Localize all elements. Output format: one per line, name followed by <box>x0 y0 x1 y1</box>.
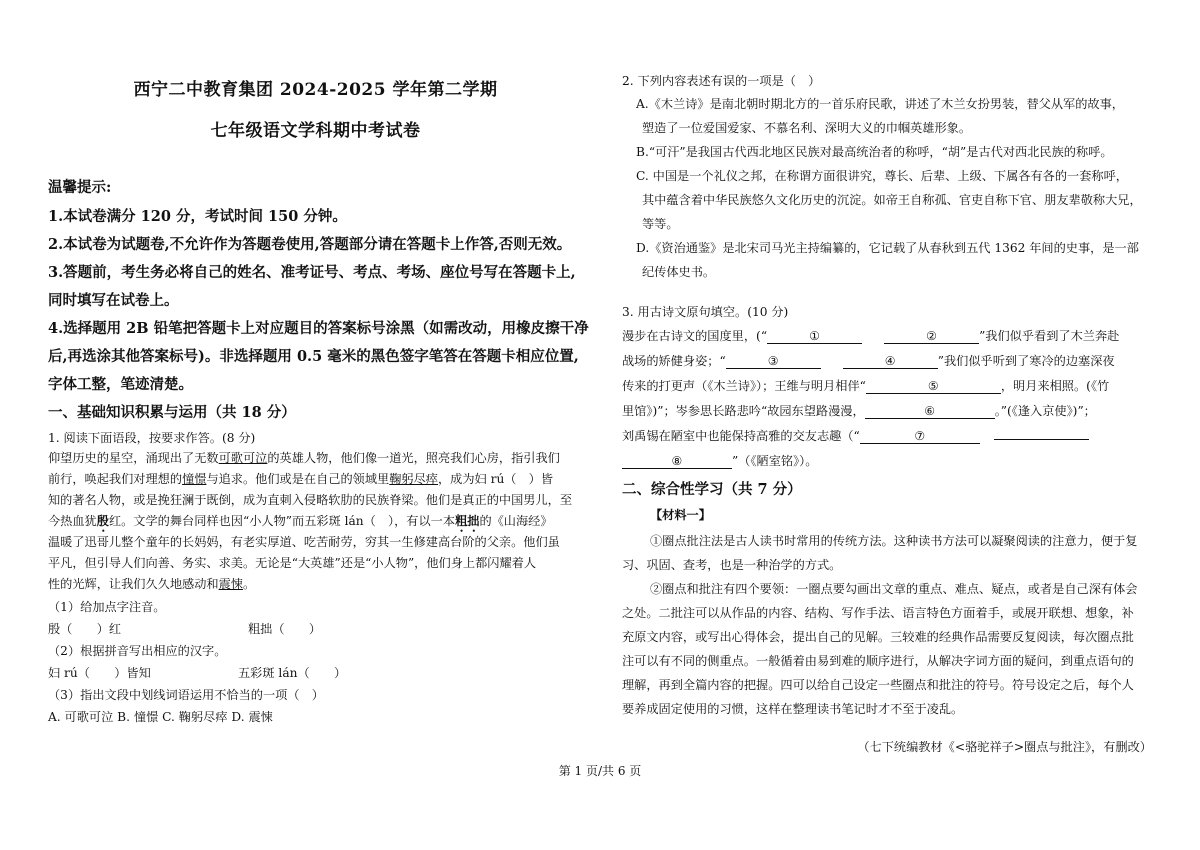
text: 刘禹锡在陋室中也能保持高雅的交友志趣（“ <box>622 429 860 443</box>
material-para: 习、巩固、查考，也是一种治学的方式。 <box>622 558 842 572</box>
material-para: 之处。二批注可以从作品的内容、结构、写作手法、语言特色方面着手，或展开联想、想象，补 <box>622 606 1134 620</box>
text: 战场的矫健身姿；“ <box>622 354 726 368</box>
q3-line <box>622 452 817 469</box>
q1-passage-line <box>48 512 553 535</box>
q1-sub2-b: 五彩斑 lán（ ） <box>238 666 347 680</box>
q1-sub2-a: 妇 rú（ ）皆知 <box>48 666 151 680</box>
q2-option-a: A.《木兰诗》是南北朝时期北方的一首乐府民歌，讲述了木兰女扮男装，替父从军的故事， <box>636 97 1124 111</box>
section1-heading: 一、基础知识积累与运用（共 18 分） <box>48 404 296 421</box>
q1-passage-line <box>48 449 560 466</box>
text: 前行，唤起我们对理想的 <box>48 472 183 486</box>
blank-1[interactable]: ① <box>767 329 862 344</box>
notice-item-3b: 同时填写在试卷上。 <box>48 292 179 309</box>
text: 与追求。他们或是在自己的领域里 <box>206 472 390 486</box>
q3-line <box>622 327 1119 344</box>
text: ”我们似乎听到了寒冷的边塞深夜 <box>937 354 1115 368</box>
q2-option-d: D.《资治通鉴》是北宋司马光主持编纂的，它记载了从春秋到五代 1362 年间的史事，是一部 <box>636 241 1139 255</box>
text: 性的光辉，让我们久久地感动和 <box>48 577 219 591</box>
text: ，成为妇 rú（ ）皆 <box>438 472 554 486</box>
notice-item-4b: 后,再选涂其他答案标号)。非选择题用 0.5 毫米的黑色签字笔答在答题卡相应位置, <box>48 348 579 365</box>
blank-8[interactable]: ⑧ <box>622 454 732 469</box>
q1-sub3-options: A. 可歌可泣 B. 憧憬 C. 鞠躬尽瘁 D. 震悚 <box>48 710 273 724</box>
underlined-word: 憧憬 <box>182 472 207 486</box>
q1-stem: 1. 阅读下面语段，按要求作答。(8 分) <box>48 431 256 445</box>
text: 。”(《逢入京使》)”； <box>994 404 1096 418</box>
q3-line <box>622 352 1115 369</box>
blank-3[interactable]: ③ <box>726 354 821 369</box>
q2-stem: 2. 下列内容表述有误的一项是（ ） <box>622 74 821 88</box>
notice-heading: 温馨提示: <box>48 179 112 196</box>
q3-stem: 3. 用古诗文原句填空。(10 分) <box>622 305 789 319</box>
q1-sub2: （2）根据拼音写出相应的汉字。 <box>48 644 227 658</box>
q1-passage-line <box>48 575 255 592</box>
blank-5[interactable]: ⑤ <box>866 379 1001 394</box>
text: 。 <box>243 577 256 591</box>
text: ”（《陋室铭》）。 <box>732 454 818 468</box>
text: ，明月来相照。(《竹 <box>1000 379 1110 393</box>
q1-sub1: （1）给加点字注音。 <box>48 600 166 614</box>
notice-item-1: 1.本试卷满分 120 分，考试时间 150 分钟。 <box>48 208 347 225</box>
q3-line <box>622 377 1109 394</box>
blank-2[interactable]: ② <box>884 329 979 344</box>
blank-6[interactable]: ⑥ <box>865 404 995 419</box>
material-label: 【材料一】 <box>650 508 711 522</box>
text: ”我们似乎看到了木兰奔赴 <box>979 329 1120 343</box>
dotted-char: 粗拙 <box>455 514 480 528</box>
notice-item-3a: 3.答题前，考生务必将自己的姓名、准考证号、考点、考场、座位号写在答题卡上, <box>48 264 576 281</box>
material-para: 理解，再到全篇内容的把握。四可以给自己设定一些圈点和批注的符号。符号设定之后，每个人 <box>622 678 1134 692</box>
q1-passage-line: 温暖了迅哥儿整个童年的长妈妈，有老实厚道、吃苦耐劳，穷其一生修建高台阶的父亲。他们虽 <box>48 535 560 549</box>
q2-option-c-cont: 其中蕴含着中华民族悠久文化历史的沉淀。如帝王自称孤、官吏自称下官、朋友辈敬称大兄， <box>642 193 1142 207</box>
exam-title-line1: 西宁二中教育集团 2024-2025 学年第二学期 <box>133 80 498 100</box>
text: 仰望历史的星空，涌现出了无数 <box>48 451 219 465</box>
material-para: ②圈点和批注有四个要领：一圈点要勾画出文章的重点、难点、疑点，或者是自己深有体会 <box>650 582 1138 596</box>
q3-line <box>622 402 1096 419</box>
page-footer: 第 1 页/共 6 页 <box>558 764 642 778</box>
q2-option-a-cont: 塑造了一位爱国爱家、不慕名利、深明大义的巾帼英雄形象。 <box>642 121 972 135</box>
material-para: ①圈点批注法是古人读书时常用的传统方法。这种读书方法可以凝聚阅读的注意力，便于复 <box>650 534 1138 548</box>
material-para: 充原文内容，或写出心得体会，提出自己的见解。三较难的经典作品需要反复阅读，每次圈点批 <box>622 630 1134 644</box>
material-source: （七下统编教材《<骆驼祥子>圈点与批注》，有删改） <box>857 740 1152 754</box>
underlined-word: 鞠躬尽瘁 <box>389 472 438 486</box>
underlined-word: 震悚 <box>218 577 243 591</box>
q1-passage-line: 平凡，但引导人们向善、务实、求美。无论是“大英雄”还是“小人物”，他们身上都闪耀着人 <box>48 556 537 570</box>
notice-item-2: 2.本试卷为试题卷,不允许作为答题卷使用,答题部分请在答题卡上作答,否则无效。 <box>48 236 572 253</box>
q2-option-b: B.“可汗”是我国古代西北地区民族对最高统治者的称呼，“胡”是古代对西北民族的称呼。 <box>636 145 1113 159</box>
text: 里馆》)”；岑参思长路悲吟“故园东望路漫漫， <box>622 404 865 418</box>
q2-option-c: C. 中国是一个礼仪之邦，在称谓方面很讲究，尊长、后辈、上级、下属各有各的一套称呼， <box>636 169 1128 183</box>
section2-heading: 二、综合性学习（共 7 分） <box>622 481 802 498</box>
q1-sub1-b: 粗拙（ ） <box>248 622 322 636</box>
text: 红。文学的舞台同样也因“小人物”而五彩斑 lán（ ），有以一本 <box>108 514 456 528</box>
q1-sub1-a: 殷（ ）红 <box>48 622 122 636</box>
q1-passage-line <box>48 470 553 487</box>
material-para: 要养成固定使用的习惯，这样在整理读书笔记时才不至于凌乱。 <box>622 702 964 716</box>
text: 漫步在古诗文的国度里，(“ <box>622 329 768 343</box>
underlined-word: 可歌可泣 <box>218 451 268 465</box>
exam-title-line2: 七年级语文学科期中考试卷 <box>210 121 421 141</box>
text: 的《山海经》 <box>479 514 553 528</box>
notice-item-4c: 字体工整，笔迹清楚。 <box>48 376 193 393</box>
text: 今热血犹 <box>48 514 97 528</box>
q2-option-d-cont: 纪传体史书。 <box>642 265 716 279</box>
blank-7[interactable]: ⑦ <box>860 429 980 444</box>
notice-item-4a: 4.选择题用 2B 铅笔把答题卡上对应题目的答案标号涂黑（如需改动，用橡皮擦干净 <box>48 320 589 337</box>
text: 传来的打更声（《木兰诗》）；王维与明月相伴“ <box>622 379 866 393</box>
text: 的英雄人物，他们像一道光，照亮我们心房，指引我们 <box>267 451 560 465</box>
q2-option-c-cont: 等等。 <box>642 217 679 231</box>
blank-7-cont[interactable] <box>994 439 1089 440</box>
q1-passage-line: 知的著名人物，或是挽狂澜于既倒，成为直刺入侵略软肋的民族脊梁。他们是真正的中国男儿，至 <box>48 493 573 507</box>
material-para: 注可以有不同的侧重点。一般循着由易到难的顺序进行，从解决字词方面的疑问，到重点语句的 <box>622 654 1134 668</box>
dotted-char: 殷 <box>96 514 109 528</box>
blank-4[interactable]: ④ <box>843 354 938 369</box>
q3-line <box>622 427 1089 444</box>
q1-sub3: （3）指出文段中划线词语运用不恰当的一项（ ） <box>48 688 324 702</box>
